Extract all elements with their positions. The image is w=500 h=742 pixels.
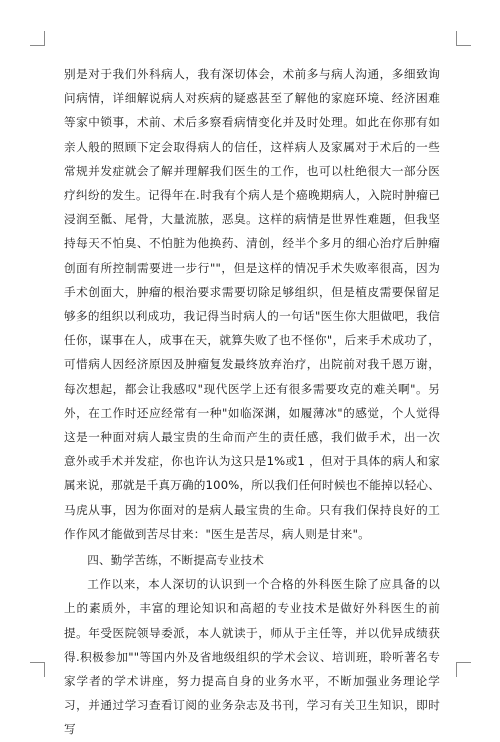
- paragraph-continued: 别是对于我们外科病人，我有深切体会，术前多与病人沟通，多细致询问病情，详细解说病人对疾病的疑惑甚至了解他的家庭环境、经济困难等家中锁事，术前、术后多察看病情变化并及时处理。如此在你那有如亲人般的照顾下定会取得病人的信任，这样病人及家属对于术后的一些常规并发症就会了解并理解我们医生的工作，也可以杜绝很大一部分医疗纠纷的发生。记得年在.时我有个病人是个癌晚期病人，入院时肿瘤已浸润至骶、尾骨，大量流脓，恶臭。这样的病情是世界性难题，但我坚持每天不怕臭、不怕脏为他换药、清创，经半个多月的细心治疗后肿瘤创面有所控制需要进一步行""，但是这样的情况手术失败率很高，因为手术创面大，肿瘤的根治要求需要切除足够组织，但是植皮需要保留足够多的组织以利成功，我记得当时病人的一句话"医生你大胆做吧，我信任你，谋事在人，成事在天，就算失败了也不怪你"，后来手术成功了，可惜病人因经济原因及肿瘤复发最终放弃治疗，出院前对我千恩万谢，每次想起，都会让我感叹"现代医学上还有很多需要攻克的难关啊"。另外，在工作时还应经常有一种"如临深渊，如履薄冰"的感觉，个人觉得这是一种面对病人最宝贵的生命而产生的责任感，我们做手术，出一次意外或手术并发症，你也许认为这只是1%或1 ，但对于具体的病人和家属来说，那就是千真万确的100%，所以我们任何时候也不能掉以轻心、马虎从事，因为你面对的是病人最宝贵的生命。只有我们保持良好的工作作风才能做到苦尽甘来："医生是苦尽，病人则是甘来"。: [64, 67, 440, 541]
- crop-mark-top-left: [30, 31, 45, 46]
- crop-mark-bottom-left: [30, 662, 45, 677]
- paragraph: 工作以来，本人深切的认识到一个合格的外科医生除了应具备的以上的素质外，丰富的理论知识和高超的专业技术是做好外科医生的前提。年受医院领导委派，本人就读于，师从于主任等，并以优异成绩获得.积极参加""等国内外及省地级组织的学术会议、培训班，聆听著名专家学者的学术讲座，努力提高自身的业务水平，不断加强业务理论学习，并通过学习查看订阅的业务杂志及书刊，学习有关卫生知识，即时写: [64, 577, 440, 737]
- crop-mark-bottom-right: [456, 662, 471, 677]
- crop-mark-top-right: [456, 31, 471, 46]
- document-body: [64, 62, 440, 742]
- section-heading: 四、勤学苦练，不断提高专业技术: [87, 553, 265, 568]
